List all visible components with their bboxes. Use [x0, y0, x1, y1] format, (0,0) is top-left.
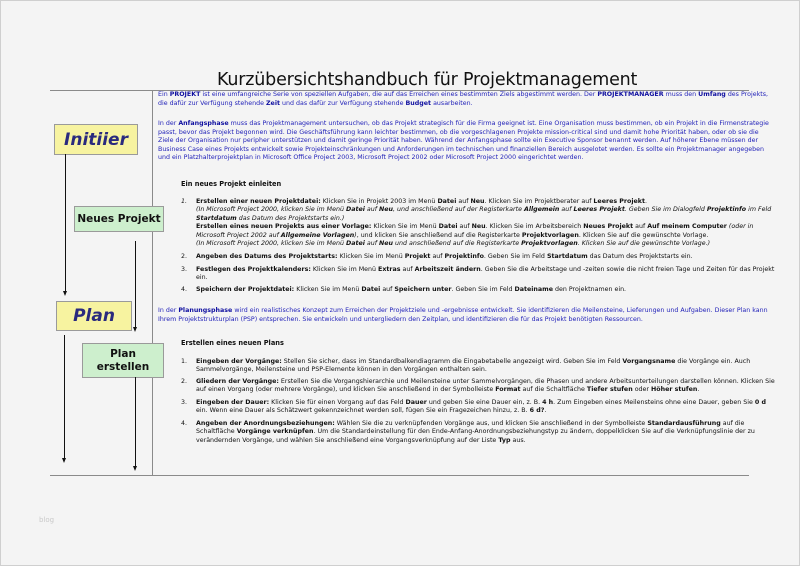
planning-paragraph: In der Planungsphase wird ein realistisches Konzept zum Erreichen der Projektziele und -ergebnisse entwickelt. Sie identifizieren die Meilensteine, Lieferungen und Aufgaben. Dieser Plan kann Ihrem Projektstrukturplan (PSP) entsprechen. Sie entwickeln und untergliedern den Zeitplan, und identifizieren die für das Projekt benötigten Ressourcen. — [158, 307, 768, 323]
connector-line — [135, 241, 136, 327]
column-divider — [152, 90, 153, 476]
section-heading-new-project: Ein neues Projekt einleiten — [181, 180, 282, 188]
section-heading-create-plan: Erstellen eines neuen Plans — [181, 339, 284, 347]
step-item: 2. Angeben des Datums des Projektstarts: Klicken Sie im Menü Projekt auf Projektinfo. Geben Sie im Feld Startdatum das Datum des Projektstarts ein. — [181, 253, 693, 260]
task-create-plan-box: Plan erstellen — [82, 343, 164, 378]
phase-plan-box: Plan — [56, 301, 132, 331]
arrow-down-icon — [62, 458, 66, 463]
step-item: 4. Speichern der Projektdatei: Klicken Sie im Menü Datei auf Speichern unter. Geben Sie im Feld Dateiname den Projektnamen ein. — [181, 286, 627, 293]
step-item: 3. Festlegen des Projektkalenders: Klicken Sie im Menü Extras auf Arbeitszeit ändern. Geben Sie die Arbeitstage und -zeiten sowie die nicht freien Tage und Zeiten für das Projekt ein. — [181, 266, 775, 282]
initiation-paragraph: In der Anfangsphase muss das Projektmanagement untersuchen, ob das Projekt strategisch für die Firma geeignet ist. Eine Organisation muss bestimmen, ob ein Projekt in die Firmenstrategie passt, bevor das Projekt begonnen wird. Die Geschäftsführung kann leichter bestimmen, ob die vorgeschlagenen Projekte mission-critical sind und damit hohe Priorität haben, oder ob sie die Ziele der Organisation nur peripher unterstützen und damit geringe Priorität haben. Während der Anfangsphase sollte ein Executive Sponsor benannt werden. Auf höherer Ebene müssen der Business Case eines Projekts entwickelt sowie Projekteinschränkungen und Anforderungen im technischen und finanziellen Bereich ausgelotet werden. Es sollte ein Projektmanager angegeben und ein Platzhalterprojektplan in Microsoft Office Project 2003, Microsoft Project 2002 oder Microsoft Project 2000 eingerichtet werden. — [158, 120, 769, 162]
page-title: Kurzübersichtshandbuch für Projektmanagement — [217, 70, 638, 90]
connector-line — [65, 154, 66, 292]
arrow-down-icon — [133, 466, 137, 471]
step-item: 2. Gliedern der Vorgänge: Erstellen Sie die Vorgangshierarchie und Meilensteine unter Sammelvorgängen, die Phasen und andere Arbeitsunterteilungen darstellen können. Klicken Sie auf einen Vorgang (oder mehrere Vorgänge), und klicken Sie anschließend in der Symbolleiste Format auf die Schaltfläche Tiefer stufen oder Höher stufen. — [181, 378, 775, 394]
task-new-project-box: Neues Projekt — [74, 206, 164, 232]
connector-line — [64, 335, 65, 459]
phase-initiate-box: Initiier — [54, 124, 138, 155]
arrow-down-icon — [63, 291, 67, 296]
intro-paragraph: Ein PROJEKT ist eine umfangreiche Serie von speziellen Aufgaben, die auf das Erreichen eines bestimmten Ziels abgestimmt werden. Der PROJEKTMANAGER muss den Umfang des Projekts, die dafür zur Verfügung stehende Zeit und das dafür zur Verfügung stehende Budget ausarbeiten. — [158, 91, 768, 107]
step-item: 1. Eingeben der Vorgänge: Stellen Sie sicher, dass im Standardbalkendiagramm die Eingabetabelle angezeigt wird. Geben Sie im Feld Vorgangsname die Vorgänge ein. Auch Sammelvorgänge, Meilensteine und PSP-Elemente können in den Vorgängen enthalten sein. — [181, 358, 751, 374]
connector-line — [135, 377, 136, 467]
bottom-divider — [50, 475, 749, 476]
step-item: 3. Eingeben der Dauer: Klicken Sie für einen Vorgang auf das Feld Dauer und geben Sie eine Dauer ein, z. B. 4 h. Zum Eingeben eines Meilensteins ohne eine Dauer, geben Sie 0 d ein. Wenn eine Dauer als Schätzwert gekennzeichnet werden soll, fügen Sie ein Fragezeichen hinzu, z. B. 6 d?. — [181, 399, 766, 415]
watermark: blog — [39, 516, 55, 524]
step-item: 1. Erstellen einer neuen Projektdatei: Klicken Sie in Projekt 2003 im Menü Datei auf Neu. Klicken Sie im Projektberater auf Leeres Projekt. (In Microsoft Project 2000, klicken Sie im Menü Datei auf Neu, und anschließend auf der Registerkarte Allgemein auf Leeres Projekt. Geben Sie im Dialogfeld Projektinfo im Feld Startdatum das Datum des Projektstarts ein.) Erstellen eines neuen Projekts aus einer Vorlage: Klicken Sie im Menü Datei auf Neu. Klicken Sie im Arbeitsbereich Neues Projekt auf Auf meinem Computer (oder in Microsoft Project 2002 auf Allgemeine Vorlagen), und klicken Sie anschließend auf die Registerkarte Projektvorlagen. Klicken Sie auf die gewünschte Vorlage. (In Microsoft Project 2000, klicken Sie im Menü Datei auf Neu und anschließend auf die Registerkarte Projektvorlagen. Klicken Sie auf die gewünschte Vorlage.) — [181, 198, 772, 248]
step-item: 4. Angeben der Anordnungsbeziehungen: Wählen Sie die zu verknüpfenden Vorgänge aus, und klicken Sie anschließend in der Symbolleiste Standardausführung auf die Schaltfläche Vorgänge verknüpfen. Um die Standardeinstellung für den Ende-Anfang-Anordnungsbeziehungstyp zu ändern, doppelklicken Sie auf die Verknüpfungslinie der zu verändernden Vorgänge, und wählen Sie anschließend eine Vorgangsverknüpfung auf der Liste Typ aus. — [181, 420, 755, 444]
arrow-down-icon — [133, 327, 137, 332]
